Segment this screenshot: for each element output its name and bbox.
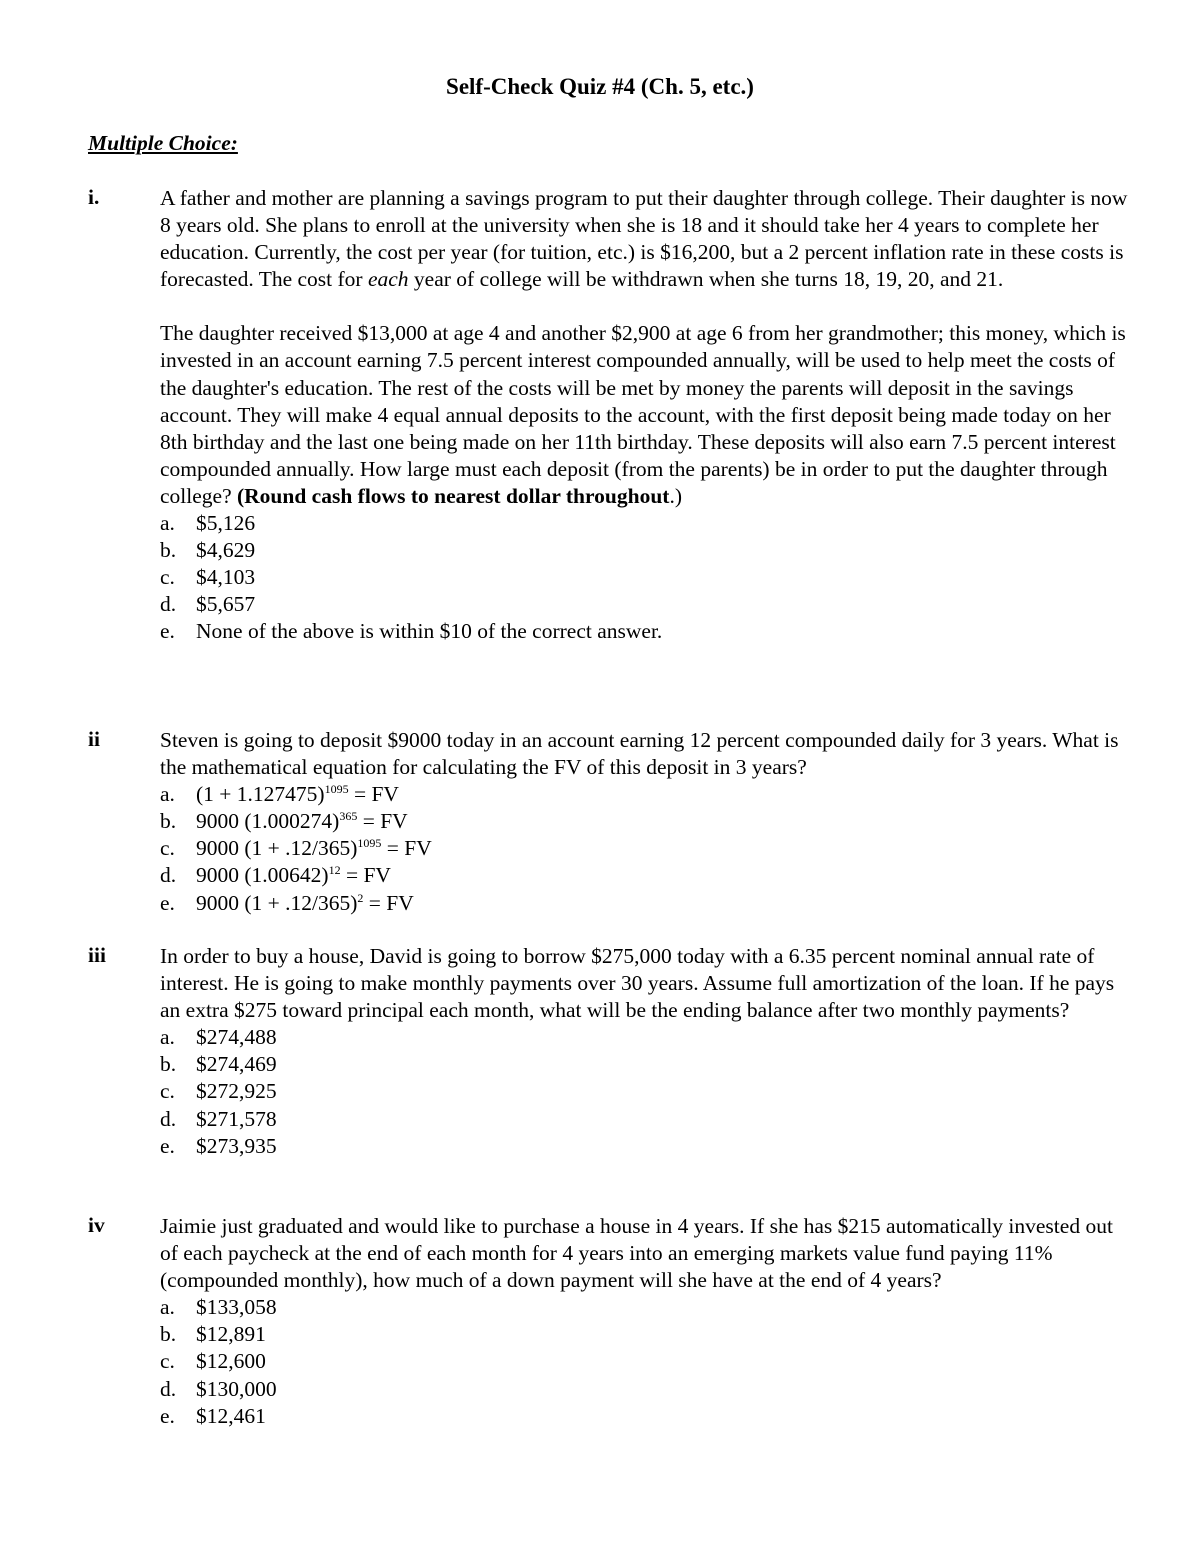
- page-title: Self-Check Quiz #4 (Ch. 5, etc.): [446, 74, 754, 99]
- question-number: iii: [88, 943, 106, 967]
- formula-rest: = FV: [357, 809, 408, 834]
- question-text: [160, 185, 1128, 293]
- option[interactable]: [160, 1294, 1128, 1321]
- option-text: $272,925: [196, 1079, 277, 1104]
- option-letter: d.: [160, 863, 177, 888]
- formula-rest: = FV: [381, 836, 432, 861]
- question-text-part: .): [669, 483, 682, 508]
- option-text: None of the above is within $10 of the correct answer.: [196, 619, 663, 644]
- option-letter: c.: [160, 565, 175, 590]
- formula-exponent: 12: [328, 863, 341, 878]
- option-letter: e.: [160, 890, 175, 915]
- question-4: [88, 1213, 1128, 1430]
- option[interactable]: [160, 510, 1128, 537]
- question-text-2: [160, 320, 1128, 510]
- formula-rest: = FV: [363, 890, 414, 915]
- option-text: $12,600: [196, 1349, 266, 1374]
- emphasis-text: each: [367, 267, 409, 292]
- option-text: $133,058: [196, 1295, 277, 1320]
- option[interactable]: [160, 890, 1128, 917]
- option-text: $273,935: [196, 1133, 277, 1158]
- option-letter: c.: [160, 836, 175, 861]
- option[interactable]: [160, 1348, 1128, 1375]
- option[interactable]: [160, 808, 1128, 835]
- option-letter: e.: [160, 619, 175, 644]
- formula-exponent: 1095: [357, 836, 382, 851]
- option-letter: c.: [160, 1349, 175, 1374]
- formula-base: 9000 (1 + .12/365): [196, 836, 358, 861]
- formula-base: 9000 (1.000274): [196, 809, 340, 834]
- formula-rest: = FV: [348, 782, 399, 807]
- option-text: $130,000: [196, 1376, 277, 1401]
- question-text: Steven is going to deposit $9000 today in an account earning 12 percent compounded daily for 3 years. What is the mathematical equation for calculating the FV of this deposit in 3 years?: [160, 728, 1119, 780]
- option-letter: b.: [160, 1052, 177, 1077]
- option[interactable]: [160, 1133, 1128, 1160]
- options-list: [160, 1294, 1128, 1429]
- option[interactable]: [160, 1051, 1128, 1078]
- option[interactable]: [160, 1024, 1128, 1051]
- formula-exponent: 2: [357, 890, 364, 905]
- option-letter: d.: [160, 1376, 177, 1401]
- instruction-text: (Round cash flows to nearest dollar throughout: [237, 483, 670, 508]
- option-text: $12,461: [196, 1403, 266, 1428]
- option-letter: b.: [160, 809, 177, 834]
- option-letter: e.: [160, 1403, 175, 1428]
- options-list: [160, 781, 1128, 916]
- question-text: In order to buy a house, David is going to borrow $275,000 today with a 6.35 percent nominal annual rate of interest. He is going to make monthly payments over 30 years. Assume full amortization of the loan. If he pays an extra $275 toward principal each month, what will be the ending balance after two monthly payments?: [160, 944, 1115, 1023]
- option[interactable]: [160, 591, 1128, 618]
- option[interactable]: [160, 781, 1128, 808]
- option-text: $274,469: [196, 1052, 277, 1077]
- formula-exponent: 1095: [324, 782, 349, 797]
- question-number: iv: [88, 1213, 105, 1237]
- option-letter: b.: [160, 1322, 177, 1347]
- option-text: $5,126: [196, 511, 256, 536]
- question-text: Jaimie just graduated and would like to purchase a house in 4 years. If she has $215 automatically invested out of each paycheck at the end of each month for 4 years into an emerging markets value fund paying 11% (compounded monthly), how much of a down payment will she have at the end of 4 years?: [160, 1214, 1113, 1293]
- options-list: [160, 1024, 1128, 1159]
- formula-base: 9000 (1.00642): [196, 863, 329, 888]
- option[interactable]: [160, 618, 1128, 645]
- option-letter: e.: [160, 1133, 175, 1158]
- option-text: $4,103: [196, 565, 256, 590]
- question-number: i.: [88, 185, 100, 209]
- section-heading: Multiple Choice:: [88, 131, 238, 155]
- option[interactable]: [160, 537, 1128, 564]
- options-list: [160, 510, 1128, 645]
- question-text-part: A father and mother are planning a savings program to put their daughter through college. Their daughter is now 8 years old. She plans to enroll at the university when she is 18 and it should take her 4 years to complete her education. Currently, the cost per year (for tuition, etc.) is $16,200, but a 2 percent inflation rate in these costs is forecasted. The cost for: [160, 186, 1128, 292]
- option-letter: a.: [160, 511, 175, 536]
- question-text-part: The daughter received $13,000 at age 4 and another $2,900 at age 6 from her grandmother; this money, which is invested in an account earning 7.5 percent interest compounded annually, will be used to help meet the costs of the daughter's education. The rest of the costs will be met by money the parents will deposit in the savings account. They will make 4 equal annual deposits to the account, with the first deposit being made today on her 8th birthday and the last one being made on her 11th birthday. These deposits will also earn 7.5 percent interest compounded annually. How large must each deposit (from the parents) be in order to put the daughter through college?: [160, 321, 1126, 508]
- option-letter: d.: [160, 1106, 177, 1131]
- option[interactable]: [160, 1403, 1128, 1430]
- option-letter: b.: [160, 538, 177, 563]
- question-number: ii: [88, 727, 100, 751]
- question-text-part: year of college will be withdrawn when she turns 18, 19, 20, and 21.: [408, 267, 1004, 292]
- option-text: $271,578: [196, 1106, 277, 1131]
- question-1: [88, 185, 1128, 646]
- formula-base: (1 + 1.127475): [196, 782, 325, 807]
- formula-exponent: 365: [339, 809, 358, 824]
- option-letter: a.: [160, 782, 175, 807]
- option-text: $12,891: [196, 1322, 266, 1347]
- option[interactable]: [160, 1106, 1128, 1133]
- option[interactable]: [160, 835, 1128, 862]
- option-text: $5,657: [196, 592, 256, 617]
- option-letter: a.: [160, 1025, 175, 1050]
- option-letter: d.: [160, 592, 177, 617]
- option[interactable]: [160, 862, 1128, 889]
- option-letter: c.: [160, 1079, 175, 1104]
- question-3: [88, 943, 1128, 1160]
- formula-rest: = FV: [340, 863, 391, 888]
- option-letter: a.: [160, 1295, 175, 1320]
- option[interactable]: [160, 564, 1128, 591]
- option-text: $274,488: [196, 1025, 277, 1050]
- option[interactable]: [160, 1376, 1128, 1403]
- option[interactable]: [160, 1078, 1128, 1105]
- option[interactable]: [160, 1321, 1128, 1348]
- formula-base: 9000 (1 + .12/365): [196, 890, 358, 915]
- option-text: $4,629: [196, 538, 256, 563]
- question-2: [88, 727, 1128, 917]
